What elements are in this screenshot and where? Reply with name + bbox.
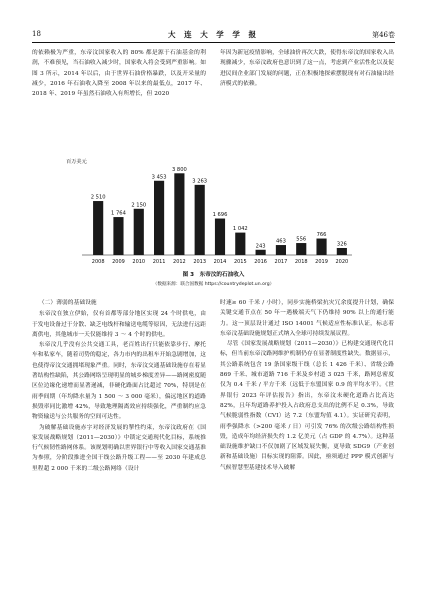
bar-value-label: 463 [275,238,286,245]
paragraph: 时速≥ 60 千米 / 小时），同步实施桥梁抗灾冗余度提升计划，确保关键交通节点在 50 年一遇极端天气下仍维持 90% 以上的通行能力。这一顶层设计通过 ISO 14001 气候适应性标准认证，标志着东帝汶基础设施规划正式纳入全球可持续发展议程。 [220,300,394,337]
bar-value-label: 243 [255,243,266,250]
bar [337,248,347,255]
bar-value-label: 3 263 [192,178,208,185]
bar [316,239,326,255]
bar [174,173,184,255]
bar [93,201,103,255]
bar [113,217,123,255]
bar-value-label: 766 [316,232,327,239]
x-tick-label: 2015 [233,259,247,265]
bar [195,185,205,255]
figure-caption: 图 3 东帝汶的石油收入 [182,272,245,278]
bar-value-label: 326 [336,241,347,248]
bar-value-label: 1 764 [111,210,126,217]
bar-value-label: 2 510 [90,194,106,201]
bar-value-label: 556 [296,236,307,243]
x-tick-label: 2013 [193,259,207,265]
bar [134,209,144,255]
bar [215,219,225,255]
paragraph: 尽管《国家发展战略规划（2011—2030）》已构建交通现代化目标，但当前东帝汶路网维护机制仍存在显著制度性缺失。数据显示，其公路系统包含 19 条国家级干线（总长 1 426 千米）、省级公路 869 千米、城市道路 716 千米及乡村道 3 025 千米，路网总密度仅为 0.4 千米 / 平方千米（远低于东盟国家 0.9 的平均水平）。《世界银行 2023 年评估报告》指出，东帝汶未硬化道路占比高达 82%，且年均道路养护投入占政府总支出的比例不足 0.3%，导致气候脆弱性指数（CVI）达 7.2（东盟均值 4.1）。实证研究表明，雨季强降水（>200 毫米 / 日）可引发 76% 的次级公路结构性损毁，造成年均经济损失约 1.2 亿美元（占 GDP 的 4.7%）。这种基础设施维护缺口不仅加剧了区域发展失衡，更导致 SDG9（产业创新和基础设施）目标实现的阻滞。因此，亟须通过 PPP 模式创新与气候智慧型基建技术导入破解 [220,341,394,471]
y-unit-label: 百万美元 [66,159,87,165]
x-tick-label: 2009 [112,259,125,265]
bar [235,233,245,255]
left-column-bottom [32,298,206,474]
x-tick-label: 2011 [152,259,166,265]
left-column-top [32,48,206,99]
paragraph: 东帝汶在独立伊始，仅有首都等部分地区实现 24 个时供电，由于发电设备过于分散、缺乏电线杆和输送电缆等原因，无法进行远距离供电，其他城市一天仅能维持 3 ～ 4 个时的供电。 [32,311,206,338]
x-tick-label: 2010 [132,259,146,265]
paragraph: 年因为新冠疫情影响，全球油价再次大跌，使得东帝汶的国家收入出现骤减少，东帝汶政府也意识到了这一点，考虑到产业活性化以及促进民间企业部门发展的问题，正在积极地探索摆脱现有对石油输出经济模式的依赖。 [220,50,394,87]
bar [154,181,164,255]
bar-value-label: 3 453 [151,174,167,181]
page-number: 18 [32,30,41,38]
bar [296,243,306,255]
x-tick-label: 2014 [213,259,227,265]
x-tick-label: 2012 [173,259,186,265]
page-header [32,28,395,43]
bar [256,250,266,255]
bar-value-label: 3 800 [171,166,187,173]
right-column-bottom [220,298,394,473]
paragraph: 为破解基础设施赤字对经济发展的掣性约束，东帝汶政府在《国家发展战略规划（2011—2030）》中锁定交通现代化目标，系统推行气候韧性路网体系。该规划明确以世界银行中等收入国家交通基准为参照，分阶段推进全国干线公路升级工程——至 2030 年建成总里程超 2 000 千米的二级公路网络（设计 [32,424,206,472]
bar-value-label: 1 042 [232,226,248,233]
paragraph: 的依赖极为严重，东帝汶国家收入的 80% 都是源于石油基金的利润，不难预见，当石油收入减少时，国家收入将会受到严重影响。如图 3 所示，2014 年以后，由于世界石油价格暴跌，以及开采量的减少，2016 年石油收入降至 2008 年以来的最低点，2017 年、2018 年、2019 年虽然石油收入有所增长，但 2020 [32,50,206,98]
x-tick-label: 2016 [254,259,267,265]
x-tick-label: 2019 [315,259,328,265]
x-tick-label: 2017 [274,259,288,265]
x-tick-label: 2008 [91,259,105,265]
x-tick-label: 2018 [294,259,308,265]
bar [276,245,286,255]
right-column-top [220,48,394,89]
figure-source: （数据来源：联合国数据 https://countrydeplot.un.org） [152,282,275,287]
bar-chart-svg [60,155,360,270]
paragraph: 东帝汶几乎没有公共交通工具，老百姓出行只能依靠步行、摩托车和私家车，随着司势的稳定，各力市内的出租车开始急剧增加，这也使得帝汶交通拥堵现象严重。同时，东帝汶交通基础设施存在着显著结构性缺陷，其公路网络呈现明显的城乡梯度差异——路网密度随区位边缘化递增而显著递减，非硬化路面占比超过 70%，特别是在雨季间期（年均降水量为 1 500 ～ 3 000 毫米），偏远地区的道路损毁率同比激增 42%，导致地理隔离效应持续强化，严重制约应急物资输送与公共服务的空间可达性。 [32,342,206,421]
bar-value-label: 2 150 [131,202,147,209]
section-heading: （二）薄弱的基础设施 [38,300,97,306]
bar-value-label: 1 696 [212,212,228,219]
x-tick-label: 2020 [335,259,349,265]
journal-title: 大 连 大 学 学 报 [167,30,260,39]
volume-number: 第46卷 [372,31,395,39]
